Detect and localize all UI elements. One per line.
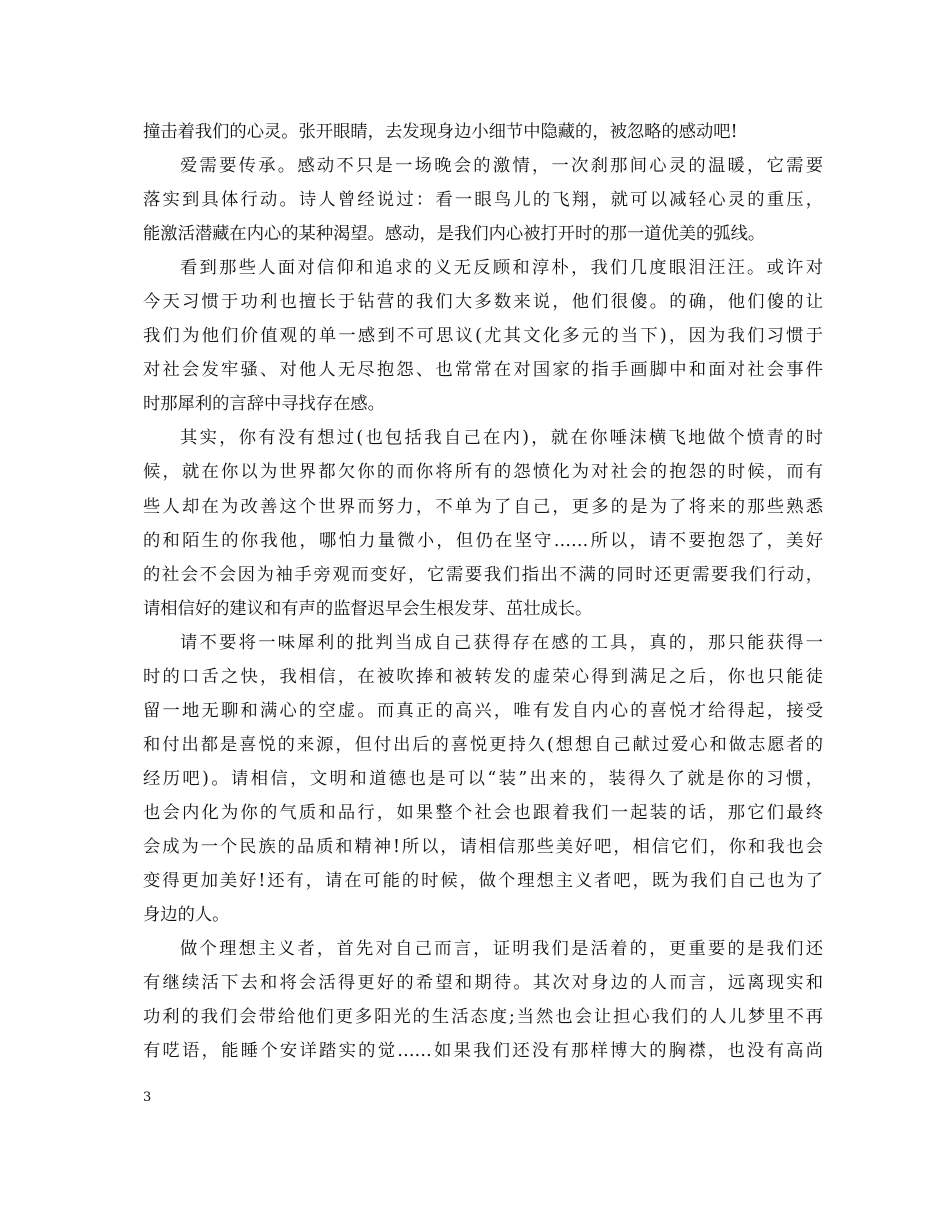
body-text xyxy=(143,115,823,1068)
text-line: 经历吧)。请相信，文明和道德也是可以“装”出来的，装得久了就是你的习惯， xyxy=(143,768,823,789)
text-line: 会成为一个民族的品质和精神!所以，请相信那些美好吧，相信它们，你和我也会 xyxy=(143,836,823,857)
text-line: 时那犀利的言辞中寻找存在感。 xyxy=(143,394,385,415)
text-line: 些人却在为改善这个世界而努力，不单为了自己，更多的是为了将来的那些熟悉 xyxy=(143,496,823,517)
text-line: 留一地无聊和满心的空虚。而真正的高兴，唯有发自内心的喜悦才给得起，接受 xyxy=(143,700,823,721)
text-line: 请不要将一味犀利的批判当成自己获得存在感的工具，真的，那只能获得一 xyxy=(180,632,823,653)
page-number: 3 xyxy=(143,1090,152,1105)
text-line: 能激活潜藏在内心的某种渴望。感动，是我们内心被打开时的那一道优美的弧线。 xyxy=(143,224,766,245)
text-line: 身边的人。 xyxy=(143,905,230,926)
text-line: 落实到具体行动。诗人曾经说过：看一眼鸟儿的飞翔，就可以减轻心灵的重压， xyxy=(143,190,823,211)
text-line: 时的口舌之快，我相信，在被吹捧和被转发的虚荣心得到满足之后，你也只能徒 xyxy=(143,666,823,687)
text-line: 的社会不会因为袖手旁观而变好，它需要我们指出不满的同时还更需要我们行动， xyxy=(143,564,823,585)
text-line: 做个理想主义者，首先对自己而言，证明我们是活着的，更重要的是我们还 xyxy=(180,939,823,960)
text-line: 爱需要传承。感动不只是一场晚会的激情，一次刹那间心灵的温暖，它需要 xyxy=(180,156,823,177)
text-line: 对社会发牢骚、对他人无尽抱怨、也常常在对国家的指手画脚中和面对社会事件 xyxy=(143,360,823,381)
text-line: 看到那些人面对信仰和追求的义无反顾和淳朴，我们几度眼泪汪汪。或许对 xyxy=(180,258,823,279)
text-line: 也会内化为你的气质和品行，如果整个社会也跟着我们一起装的话，那它们最终 xyxy=(143,802,823,823)
text-line: 有呓语，能睡个安详踏实的觉……如果我们还没有那样博大的胸襟，也没有高尚 xyxy=(143,1041,823,1062)
text-line: 和付出都是喜悦的来源，但付出后的喜悦更持久(想想自己献过爱心和做志愿者的 xyxy=(143,734,823,755)
text-line: 我们为他们价值观的单一感到不可思议(尤其文化多元的当下)，因为我们习惯于 xyxy=(143,326,823,347)
text-line: 的和陌生的你我他，哪怕力量微小，但仍在坚守……所以，请不要抱怨了，美好 xyxy=(143,530,823,551)
text-line: 今天习惯于功利也擅长于钻营的我们大多数来说，他们很傻。的确，他们傻的让 xyxy=(143,292,823,313)
text-line: 撞击着我们的心灵。张开眼睛，去发现身边小细节中隐藏的，被忽略的感动吧! xyxy=(143,122,738,142)
text-line: 有继续活下去和将会活得更好的希望和期待。其次对身边的人而言，远离现实和 xyxy=(143,973,823,994)
text-line: 请相信好的建议和有声的监督迟早会生根发芽、茁壮成长。 xyxy=(143,598,593,619)
text-line: 其实，你有没有想过(也包括我自己在内)，就在你唾沫横飞地做个愤青的时 xyxy=(180,428,823,449)
text-line: 功利的我们会带给他们更多阳光的生活态度;当然也会让担心我们的人儿梦里不再 xyxy=(143,1007,823,1028)
text-line: 候，就在你以为世界都欠你的而你将所有的怨愤化为对社会的抱怨的时候，而有 xyxy=(143,462,823,483)
text-line: 变得更加美好!还有，请在可能的时候，做个理想主义者吧，既为我们自己也为了 xyxy=(143,871,823,892)
